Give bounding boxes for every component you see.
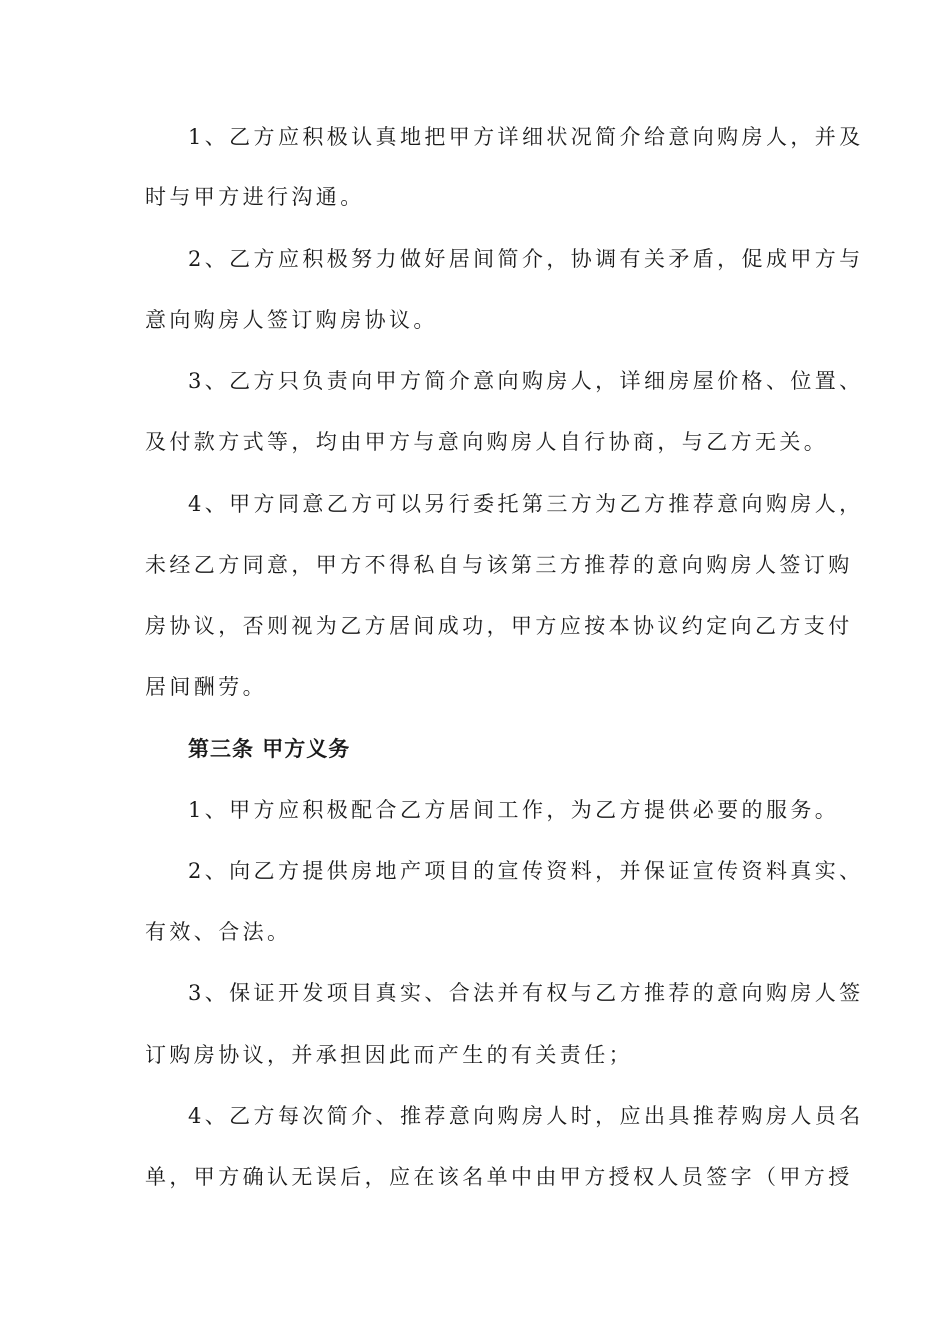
paragraph-line: 2、向乙方提供房地产项目的宣传资料，并保证宣传资料真实、 — [188, 859, 864, 883]
paragraph-line: 房协议，否则视为乙方居间成功，甲方应按本协议约定向乙方支付 — [145, 614, 853, 638]
paragraph-line: 3、保证开发项目真实、合法并有权与乙方推荐的意向购房人签 — [188, 981, 864, 1005]
paragraph-line: 1、乙方应积极认真地把甲方详细状况简介给意向购房人，并及 — [188, 125, 864, 149]
paragraph-line: 时与甲方进行沟通。 — [145, 185, 365, 209]
paragraph-line: 3、乙方只负责向甲方简介意向购房人，详细房屋价格、位置、 — [188, 369, 864, 393]
paragraph-line: 意向购房人签订购房协议。 — [145, 308, 438, 332]
paragraph-line: 居间酬劳。 — [145, 675, 267, 699]
paragraph-line: 订购房协议，并承担因此而产生的有关责任； — [145, 1043, 633, 1067]
paragraph-line: 1、甲方应积极配合乙方居间工作，为乙方提供必要的服务。 — [188, 798, 840, 822]
paragraph-line: 及付款方式等，均由甲方与意向购房人自行协商，与乙方无关。 — [145, 430, 829, 454]
paragraph-line: 2、乙方应积极努力做好居间简介，协调有关矛盾，促成甲方与 — [188, 247, 864, 271]
paragraph-line: 4、乙方每次简介、推荐意向购房人时，应出具推荐购房人员名 — [188, 1104, 864, 1128]
paragraph-line: 单，甲方确认无误后，应在该名单中由甲方授权人员签字（甲方授 — [145, 1165, 853, 1189]
section-heading: 第三条 甲方义务 — [188, 737, 351, 761]
paragraph-line: 有效、合法。 — [145, 920, 292, 944]
paragraph-line: 未经乙方同意，甲方不得私自与该第三方推荐的意向购房人签订购 — [145, 553, 853, 577]
paragraph-line: 4、甲方同意乙方可以另行委托第三方为乙方推荐意向购房人， — [188, 492, 864, 516]
